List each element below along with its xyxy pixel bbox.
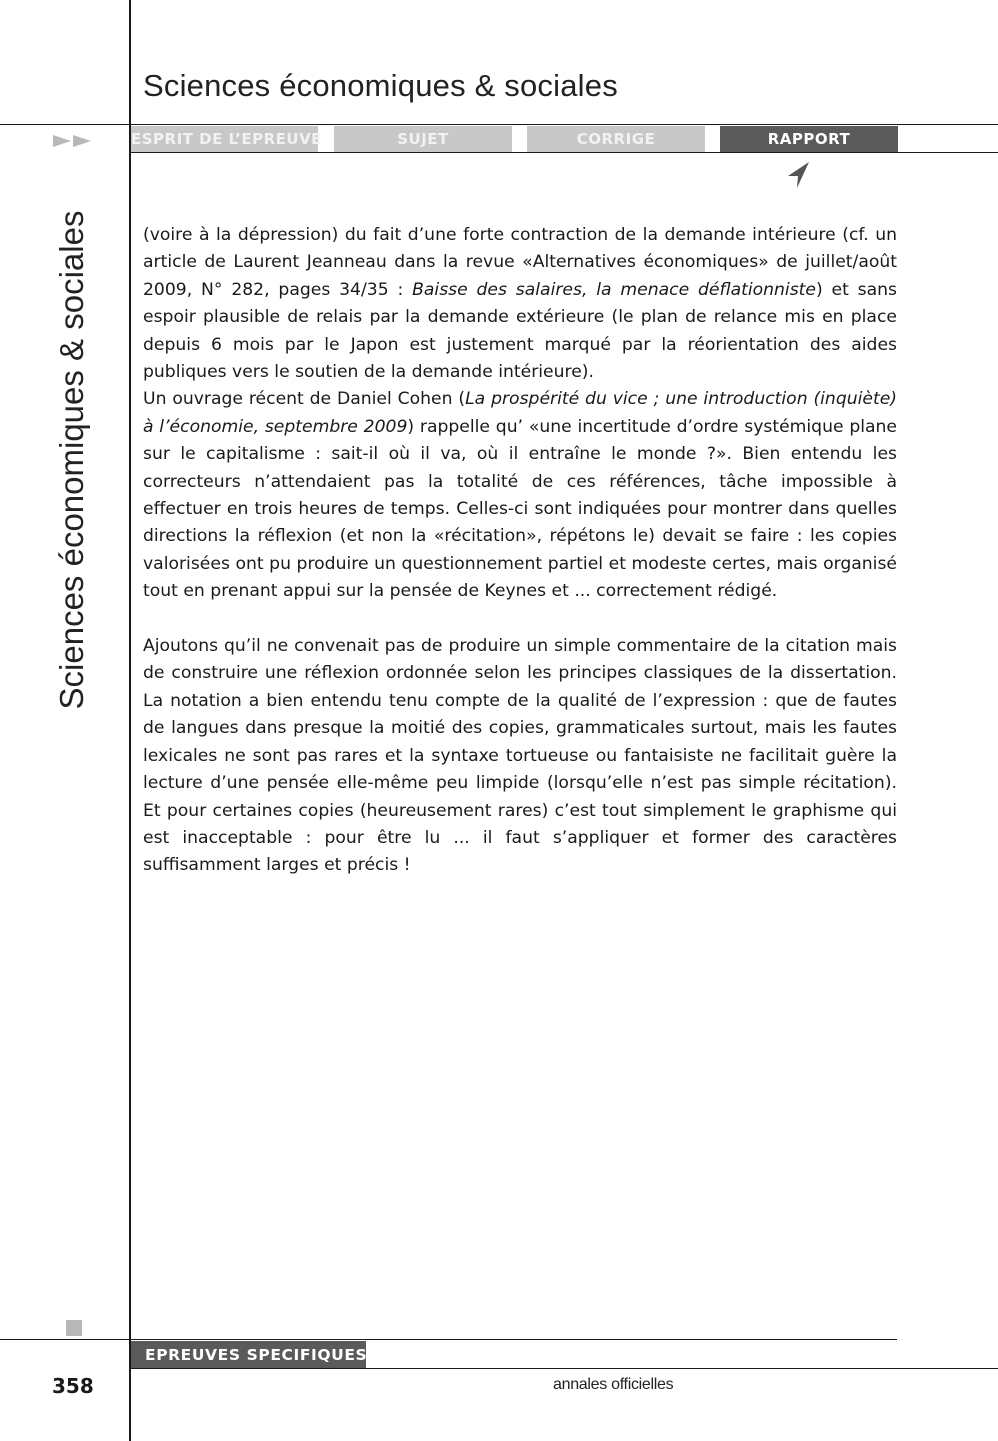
tab-corrige[interactable]: CORRIGE — [527, 126, 705, 152]
page-title: Sciences économiques & sociales — [143, 68, 618, 103]
tab-rapport[interactable]: RAPPORT — [720, 126, 898, 152]
paragraph-1 — [143, 222, 897, 386]
page-number: 358 — [52, 1374, 94, 1398]
sidebar-vertical-title: Sciences économiques & sociales — [53, 210, 90, 710]
square-icon — [66, 1320, 82, 1336]
footer-divider — [0, 1339, 897, 1340]
tab-esprit-de-l-epreuve[interactable]: ESPRIT DE L’EPREUVE — [131, 126, 318, 152]
cursor-arrow-icon — [785, 160, 813, 190]
paragraph-2 — [143, 386, 897, 605]
paragraph-2-text-a: Un ouvrage récent de Daniel Cohen ( — [143, 389, 466, 410]
tab-sujet[interactable]: SUJET — [334, 126, 512, 152]
paragraph-2-text-b: ) rappelle qu’ «une incertitude d’ordre systémique plane sur le capitalisme : sait-il où il va, où il entraîne le monde ?». Bien entendu les correcteurs n’attendaient pas la totalité de ces références, tâche impossible à effectuer en trois heures de temps. Celles-ci sont indiquées pour montrer dans quelles directions la réflexion (et non la «récitation», répétons le) devait se faire : les copies valorisées ont pu produire un questionnement partiel et modeste certes, mais organisé tout en prenant appui sur la pensée de Keynes et ... correctement rédigé. — [143, 416, 898, 602]
footer-underline — [131, 1368, 998, 1369]
tabs-underline — [131, 152, 998, 153]
footer-section-label: EPREUVES SPECIFIQUES — [131, 1341, 366, 1368]
publication-name: annales officielles — [553, 1376, 674, 1393]
paragraph-1-text-a: (voire à la dépression) du fait d’une forte contraction de la demande intérieure (cf. un article de Laurent Jeanneau dans la revue «Alternatives économiques» de juillet/août 2009, N° 282, pages 34/35 : — [143, 225, 897, 300]
paragraph-3: Ajoutons qu’il ne convenait pas de produire un simple commentaire de la citation mais de construire une réflexion ordonnée selon les principes classiques de la dissertation. La notation a bien entendu tenu compte de la qualité de l’expression : que de fautes de langues dans presque la moitié des copies, grammaticales surtout, mais les fautes lexicales ne sont pas rares et la syntaxe tortueuse ou fantaisiste ne facilitait guère la lecture d’une pensée elle-même peu limpide (lorsqu’elle n’est pas simple récitation). Et pour certaines copies (heureusement rares) c’est tout simplement le graphisme qui est inacceptable : pour être lu ... il faut s’appliquer et former des caractères suffisamment larges et précis ! — [143, 636, 897, 876]
vertical-divider — [129, 0, 131, 1441]
double-right-arrow-icon — [53, 132, 95, 150]
paragraph-2-italic-title: La prospérité du vice ; une introduction (inquiète) à l’économie, septembre 2009 — [143, 389, 897, 437]
paragraph-1-text-b: ) et sans espoir plausible de relais par la demande extérieure (le plan de relance mis en place depuis 6 mois par le Japon est justement marqué par la réorientation des aides publiques vers le soutien de la demande intérieure). — [143, 279, 897, 383]
report-body — [143, 222, 897, 880]
header-divider — [0, 124, 998, 125]
paragraph-1-italic-title: Baisse des salaires, la menace déflationniste — [412, 279, 816, 300]
